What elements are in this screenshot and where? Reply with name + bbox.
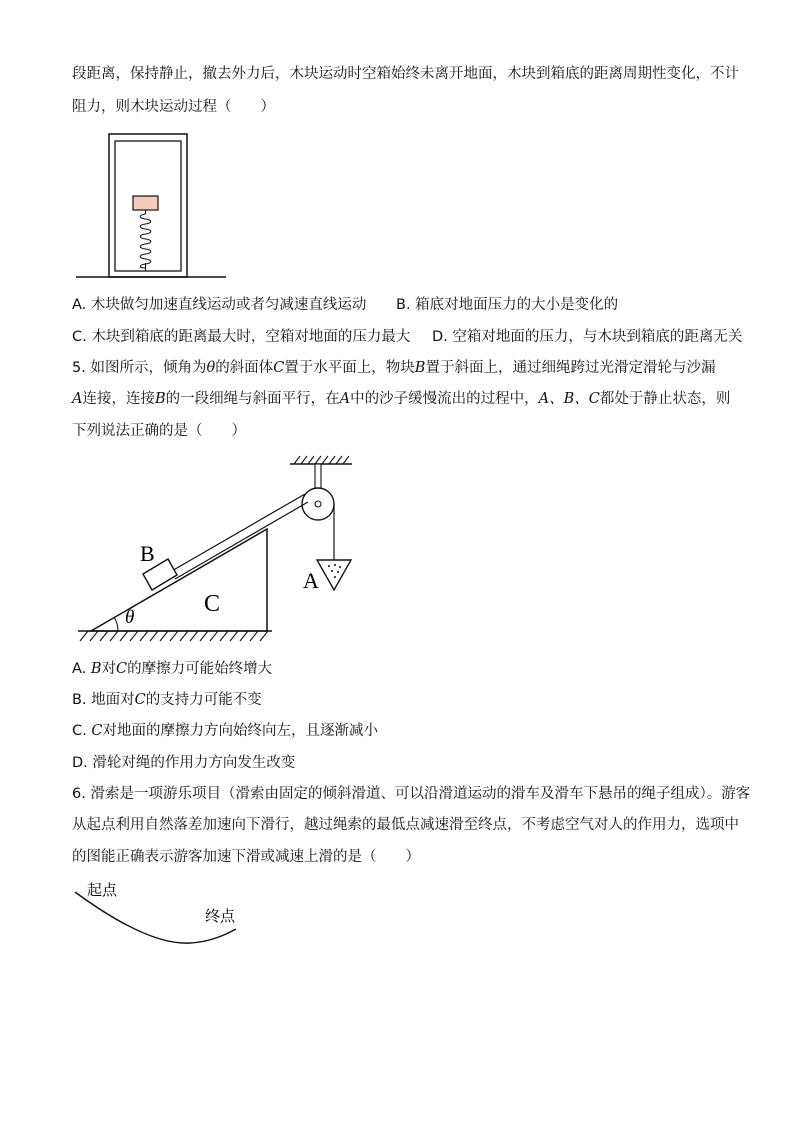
label-C: C [204, 591, 221, 617]
q5-l2-A2: A [339, 391, 351, 407]
q6-text-line2: 从起点利用自然落差加速向下滑行，越过绳索的最低点减速滑至终点，不考虑空气对人的作用力，选项中 [72, 817, 739, 833]
q5-l1-B: B [414, 360, 426, 376]
q5-l2-ABC: A、B、C [538, 391, 600, 407]
q6-text-line1: 6. 滑索是一项游乐项目（滑索由固定的倾斜滑道、可以沿滑道运动的滑车及滑车下悬吊的绳子组成）。游客 [72, 786, 751, 802]
q5-text-line3: 下列说法正确的是（ ） [72, 423, 246, 439]
q4-option-a-text: A. 木块做匀加速直线运动或者匀减速直线运动 [72, 297, 367, 313]
q5-opt-c-pre: C. [72, 723, 92, 739]
q5-opt-a-mid: 对 [101, 661, 117, 677]
q5-l2-b: 的一段细绳与斜面平行，在 [165, 391, 340, 407]
q5-opt-b-C: C [134, 692, 146, 708]
q5-l1-b: 的斜面体 [215, 360, 274, 376]
q5-opt-c-post: 对地面的摩擦力方向始终向左，且逐渐减小 [102, 723, 378, 739]
q5-l2-A: A [72, 391, 83, 407]
q4-option-b-text: B. 箱底对地面压力的大小是变化的 [396, 297, 619, 313]
q5-l1-C: C [273, 360, 285, 376]
q5-l2-d: 都处于静止状态，则 [599, 391, 731, 407]
q5-l1-c: 置于水平面上，物块 [284, 360, 415, 376]
label-B: B [140, 541, 155, 566]
q5-l2-a: 连接，连接 [82, 391, 155, 407]
q4-text-line2: 阻力，则木块运动过程（ ） [72, 99, 275, 115]
q5-opt-c-C: C [91, 723, 103, 739]
q5-opt-b-post: 的支持力可能不变 [145, 692, 262, 708]
q6-text-line3: 的图能正确表示游客加速下滑或减速上滑的是（ ） [72, 849, 420, 865]
q5-opt-a-pre: A. [72, 661, 91, 677]
q4-text-line1: 段距离，保持静止，撤去外力后，木块运动时空箱始终未离开地面，木块到箱底的距离周期性变化，不计 [72, 66, 739, 82]
q5-l1-theta: θ [206, 360, 216, 376]
q5-opt-a-B: B [90, 661, 102, 677]
label-theta: θ [125, 607, 135, 628]
q5-opt-a-post: 的摩擦力可能始终增大 [127, 661, 273, 677]
start-label: 起点 [87, 881, 118, 899]
q5-l2-B: B [154, 391, 166, 407]
q5-opt-a-C: C [116, 661, 128, 677]
q5-l1-d: 置于斜面上，通过细绳跨过光滑定滑轮与沙漏 [425, 360, 716, 376]
label-A: A [303, 568, 319, 593]
end-label: 终点 [205, 907, 236, 925]
q5-option-d-text: D. 滑轮对绳的作用力方向发生改变 [72, 755, 296, 771]
q4-option-c-text: C. 木块到箱底的距离最大时，空箱对地面的压力最大 [72, 329, 411, 345]
q5-opt-b-pre: B. 地面对 [72, 692, 135, 708]
q5-l2-c: 中的沙子缓慢流出的过程中， [350, 391, 539, 407]
q4-option-d-text: D. 空箱对地面的压力，与木块到箱底的距离无关 [432, 329, 743, 345]
q5-l1-a: 5. 如图所示，倾角为 [72, 360, 207, 376]
